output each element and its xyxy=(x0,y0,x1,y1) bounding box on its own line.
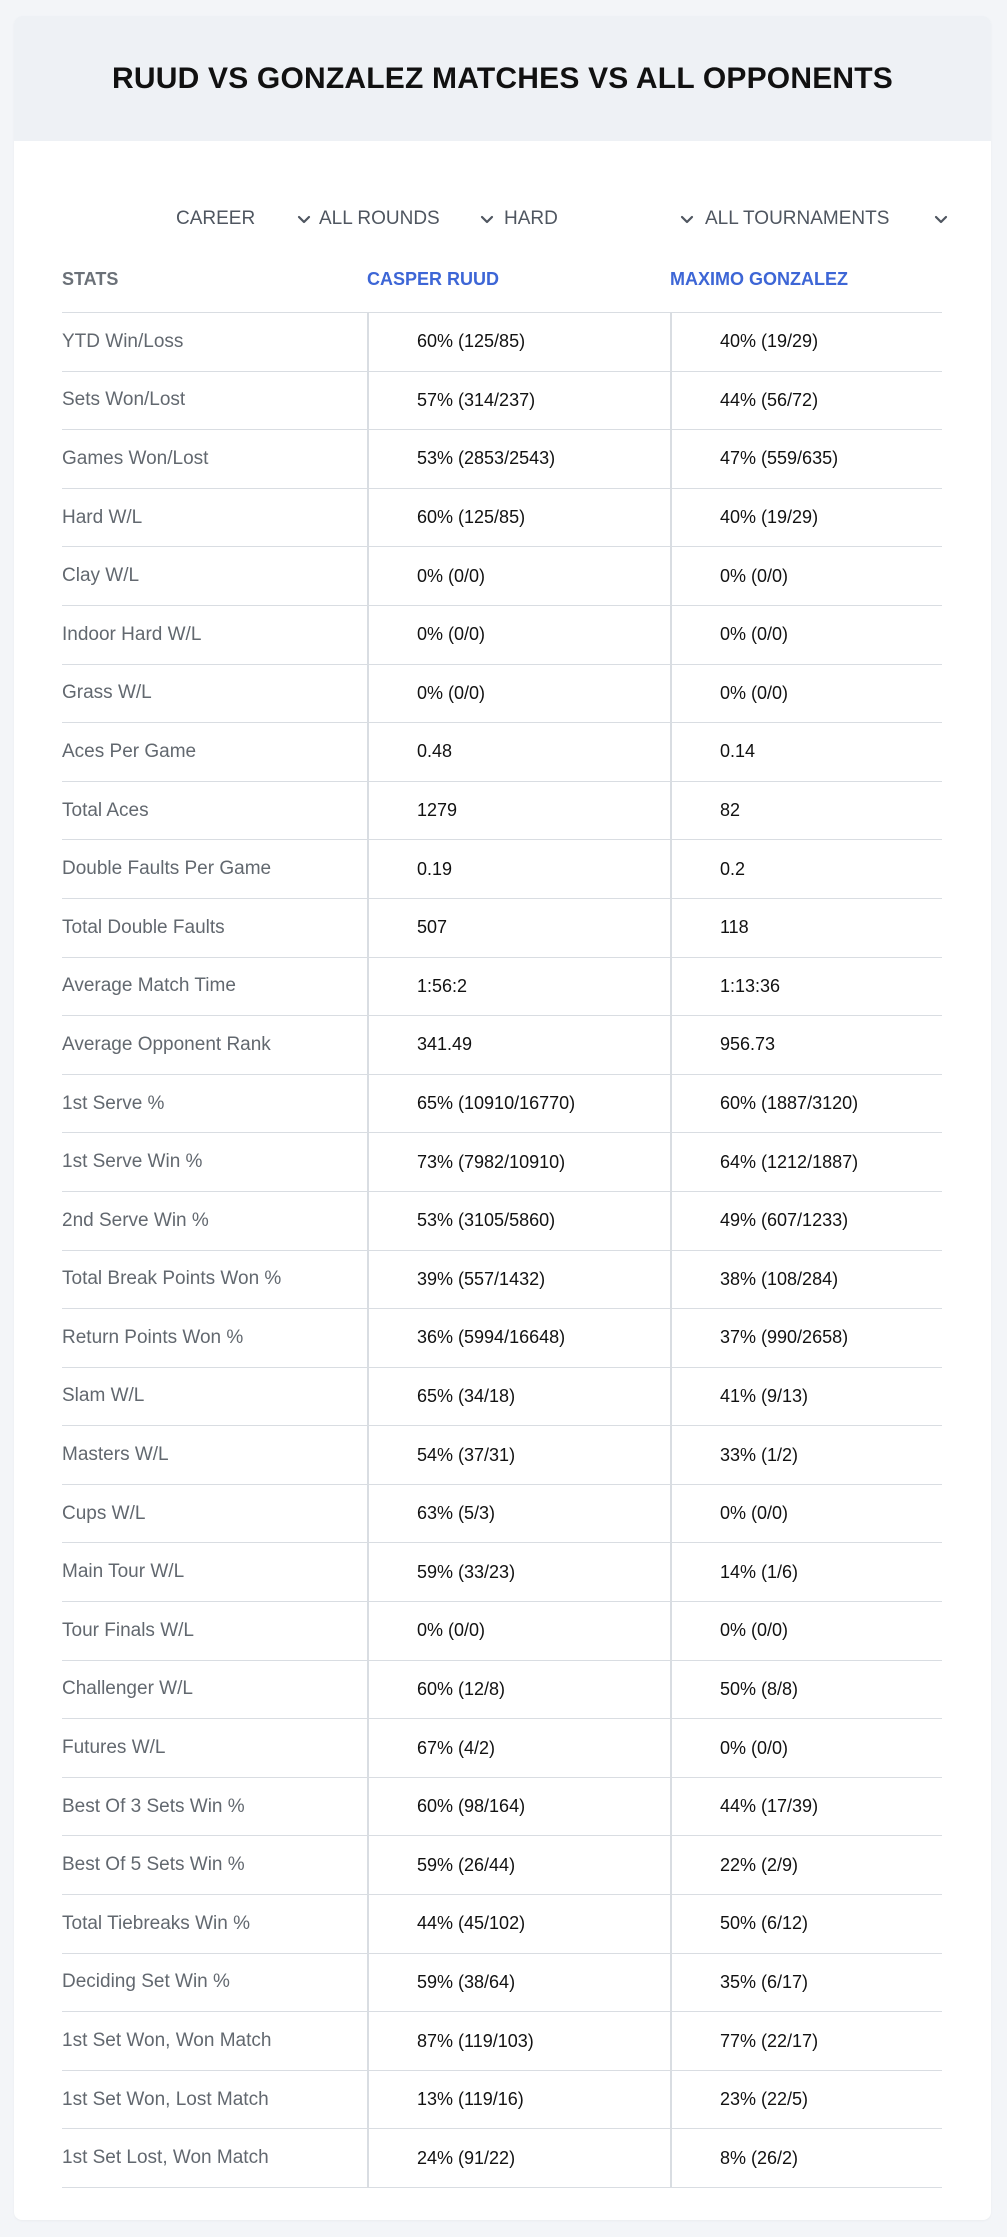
table-row xyxy=(62,840,942,899)
stat-label: Games Won/Lost xyxy=(62,447,209,469)
table-row xyxy=(62,2012,942,2071)
player1-stat-value: 60% (125/85) xyxy=(367,489,670,547)
player1-stat-value: 87% (119/103) xyxy=(367,2012,670,2070)
player1-stat-value: 36% (5994/16648) xyxy=(367,1309,670,1367)
player2-stat-value: 44% (17/39) xyxy=(670,1778,942,1836)
player1-stat-value: 44% (45/102) xyxy=(367,1895,670,1953)
player2-stat-value: 0.2 xyxy=(670,840,942,898)
player1-stat-value: 341.49 xyxy=(367,1016,670,1074)
stat-label: Slam W/L xyxy=(62,1385,145,1407)
player2-column-header[interactable]: MAXIMO GONZALEZ xyxy=(670,269,848,289)
player2-stat-value: 956.73 xyxy=(670,1016,942,1074)
page-title: RUUD VS GONZALEZ MATCHES VS ALL OPPONENTS xyxy=(111,61,894,95)
player2-stat-value: 14% (1/6) xyxy=(670,1543,942,1601)
rounds-select[interactable] xyxy=(319,191,499,247)
stat-label: Best Of 5 Sets Win % xyxy=(62,1854,245,1876)
table-row xyxy=(62,1719,942,1778)
player2-stat-value: 8% (26/2) xyxy=(670,2129,942,2187)
period-select-value: CAREER xyxy=(176,208,256,229)
table-row xyxy=(62,782,942,841)
stat-label: Masters W/L xyxy=(62,1444,169,1466)
player1-stat-value: 54% (37/31) xyxy=(367,1426,670,1484)
player1-stat-value: 13% (119/16) xyxy=(367,2071,670,2129)
player2-stat-value: 41% (9/13) xyxy=(670,1368,942,1426)
player2-stat-value: 40% (19/29) xyxy=(670,313,942,371)
stat-label: Aces Per Game xyxy=(62,740,197,762)
player1-stat-value: 60% (98/164) xyxy=(367,1778,670,1836)
table-row xyxy=(62,1075,942,1134)
period-select[interactable] xyxy=(176,191,316,247)
player2-stat-value: 60% (1887/3120) xyxy=(670,1075,942,1133)
player1-stat-value: 507 xyxy=(367,899,670,957)
player1-stat-value: 53% (2853/2543) xyxy=(367,430,670,488)
player1-stat-value: 0% (0/0) xyxy=(367,1602,670,1660)
player1-stat-value: 59% (33/23) xyxy=(367,1543,670,1601)
table-row xyxy=(62,2129,942,2188)
chevron-down-icon xyxy=(933,211,949,227)
player2-stat-value: 77% (22/17) xyxy=(670,2012,942,2070)
stat-label: 1st Set Won, Won Match xyxy=(62,2030,272,2052)
stat-label: Deciding Set Win % xyxy=(62,1971,230,1993)
table-row xyxy=(62,1954,942,2013)
stats-table xyxy=(62,246,942,2188)
player2-stat-value: 0% (0/0) xyxy=(670,1602,942,1660)
player1-stat-value: 57% (314/237) xyxy=(367,372,670,430)
player1-stat-value: 1:56:2 xyxy=(367,958,670,1016)
stat-label: 1st Serve % xyxy=(62,1092,165,1114)
stat-label: Hard W/L xyxy=(62,506,143,528)
stat-label: Total Double Faults xyxy=(62,916,225,938)
table-row xyxy=(62,1192,942,1251)
chevron-down-icon xyxy=(479,211,495,227)
table-row xyxy=(62,665,942,724)
player2-stat-value: 23% (22/5) xyxy=(670,2071,942,2129)
table-row xyxy=(62,430,942,489)
player1-stat-value: 0% (0/0) xyxy=(367,665,670,723)
player2-stat-value: 33% (1/2) xyxy=(670,1426,942,1484)
stat-label: Return Points Won % xyxy=(62,1326,244,1348)
table-row xyxy=(62,1895,942,1954)
player1-stat-value: 59% (38/64) xyxy=(367,1954,670,2012)
player2-stat-value: 82 xyxy=(670,782,942,840)
player2-stat-value: 38% (108/284) xyxy=(670,1251,942,1309)
player2-stat-value: 50% (8/8) xyxy=(670,1661,942,1719)
stat-label: Total Tiebreaks Win % xyxy=(62,1912,250,1934)
table-row xyxy=(62,1368,942,1427)
player1-stat-value: 1279 xyxy=(367,782,670,840)
player1-stat-value: 59% (26/44) xyxy=(367,1836,670,1894)
stat-label: Total Break Points Won % xyxy=(62,1268,282,1290)
stat-label: Indoor Hard W/L xyxy=(62,623,202,645)
table-row xyxy=(62,1836,942,1895)
player2-stat-value: 49% (607/1233) xyxy=(670,1192,942,1250)
stat-label: Average Opponent Rank xyxy=(62,1033,271,1055)
player1-stat-value: 0.48 xyxy=(367,723,670,781)
stat-label: 1st Set Lost, Won Match xyxy=(62,2147,269,2169)
table-row xyxy=(62,489,942,548)
player1-stat-value: 67% (4/2) xyxy=(367,1719,670,1777)
player1-stat-value: 60% (125/85) xyxy=(367,313,670,371)
stat-label: Average Match Time xyxy=(62,975,236,997)
player2-stat-value: 37% (990/2658) xyxy=(670,1309,942,1367)
player1-stat-value: 0% (0/0) xyxy=(367,547,670,605)
stat-label: Grass W/L xyxy=(62,682,152,704)
table-row xyxy=(62,606,942,665)
player1-stat-value: 60% (12/8) xyxy=(367,1661,670,1719)
tournaments-select[interactable] xyxy=(705,191,955,247)
player2-stat-value: 44% (56/72) xyxy=(670,372,942,430)
stat-label: Futures W/L xyxy=(62,1737,166,1759)
stat-label: Sets Won/Lost xyxy=(62,389,186,411)
table-row xyxy=(62,2071,942,2130)
player2-stat-value: 0.14 xyxy=(670,723,942,781)
player1-stat-value: 65% (10910/16770) xyxy=(367,1075,670,1133)
table-header xyxy=(62,246,942,313)
player1-stat-value: 65% (34/18) xyxy=(367,1368,670,1426)
player2-stat-value: 22% (2/9) xyxy=(670,1836,942,1894)
table-row xyxy=(62,1309,942,1368)
player2-stat-value: 0% (0/0) xyxy=(670,606,942,664)
player2-stat-value: 40% (19/29) xyxy=(670,489,942,547)
stat-label: Challenger W/L xyxy=(62,1678,193,1700)
player1-stat-value: 24% (91/22) xyxy=(367,2129,670,2187)
table-row xyxy=(62,313,942,372)
stats-column-header: STATS xyxy=(62,269,119,289)
player1-stat-value: 63% (5/3) xyxy=(367,1485,670,1543)
player1-stat-value: 0.19 xyxy=(367,840,670,898)
stat-label: Clay W/L xyxy=(62,565,140,587)
stat-label: Main Tour W/L xyxy=(62,1561,185,1583)
stat-label: 1st Serve Win % xyxy=(62,1151,203,1173)
table-row xyxy=(62,1133,942,1192)
player2-stat-value: 0% (0/0) xyxy=(670,547,942,605)
table-row xyxy=(62,547,942,606)
player2-stat-value: 47% (559/635) xyxy=(670,430,942,488)
stat-label: Best Of 3 Sets Win % xyxy=(62,1795,245,1817)
table-body xyxy=(62,313,942,2188)
player2-stat-value: 0% (0/0) xyxy=(670,1719,942,1777)
player1-stat-value: 0% (0/0) xyxy=(367,606,670,664)
player2-stat-value: 64% (1212/1887) xyxy=(670,1133,942,1191)
surface-select[interactable] xyxy=(504,191,699,247)
player1-stat-value: 73% (7982/10910) xyxy=(367,1133,670,1191)
table-row xyxy=(62,958,942,1017)
stat-label: Tour Finals W/L xyxy=(62,1619,194,1641)
player2-stat-value: 35% (6/17) xyxy=(670,1954,942,2012)
rounds-select-value: ALL ROUNDS xyxy=(319,208,440,229)
table-row xyxy=(62,1251,942,1310)
player1-stat-value: 39% (557/1432) xyxy=(367,1251,670,1309)
player2-stat-value: 0% (0/0) xyxy=(670,665,942,723)
player2-stat-value: 50% (6/12) xyxy=(670,1895,942,1953)
stat-label: 2nd Serve Win % xyxy=(62,1209,209,1231)
table-row xyxy=(62,1485,942,1544)
stat-label: YTD Win/Loss xyxy=(62,330,184,352)
table-row xyxy=(62,372,942,431)
tournaments-select-value: ALL TOURNAMENTS xyxy=(705,208,890,229)
player2-stat-value: 1:13:36 xyxy=(670,958,942,1016)
player2-stat-value: 118 xyxy=(670,899,942,957)
stat-label: Total Aces xyxy=(62,799,149,821)
table-row xyxy=(62,899,942,958)
player1-stat-value: 53% (3105/5860) xyxy=(367,1192,670,1250)
filter-bar xyxy=(14,191,991,247)
table-row xyxy=(62,1778,942,1837)
stats-card xyxy=(14,16,991,2220)
player1-column-header[interactable]: CASPER RUUD xyxy=(367,269,500,289)
table-row xyxy=(62,1602,942,1661)
table-row xyxy=(62,1426,942,1485)
chevron-down-icon xyxy=(679,211,695,227)
table-row xyxy=(62,1661,942,1720)
table-row xyxy=(62,1016,942,1075)
surface-select-value: HARD xyxy=(504,208,558,229)
stat-label: 1st Set Won, Lost Match xyxy=(62,2088,269,2110)
table-row xyxy=(62,1543,942,1602)
table-row xyxy=(62,723,942,782)
page-header xyxy=(14,16,991,141)
player2-stat-value: 0% (0/0) xyxy=(670,1485,942,1543)
stat-label: Cups W/L xyxy=(62,1502,146,1524)
stat-label: Double Faults Per Game xyxy=(62,858,272,880)
chevron-down-icon xyxy=(296,211,312,227)
